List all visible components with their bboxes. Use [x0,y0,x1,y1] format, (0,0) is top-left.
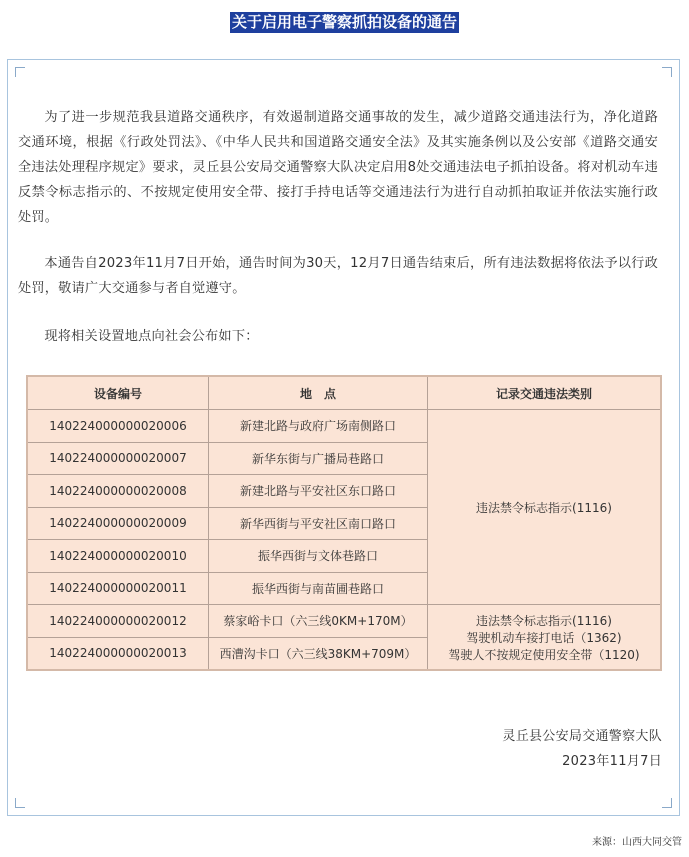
location-cell: 新建北路与政府广场南侧路口 [209,410,428,443]
notice-title [0,12,689,33]
device-id-cell: 140224000000020011 [27,572,209,605]
paragraph-intro: 为了进一步规范我县道路交通秩序，有效遏制道路交通事故的发生，减少道路交通违法行为，净化道路交通环境，根据《行政处罚法》、《中华人民共和国道路交通安全法》及其实施条例以及公安部《道路交通安全违法处理程序规定》要求，灵丘县公安局交通警察大队决定启用8处交通违法电子抓拍设备。将对机动车违反禁令标志指示的、不按规定使用安全带、接打手持电话等交通违法行为进行自动抓拍取证并依法实施行政处罚。 [18,110,658,225]
category-cell-group-2 [428,605,662,671]
device-table [26,375,662,671]
location-cell: 新华西街与平安社区南口路口 [209,507,428,540]
signature-org: 灵丘县公安局交通警察大队 [502,729,662,744]
device-id-cell: 140224000000020006 [27,410,209,443]
device-id-cell: 140224000000020013 [27,637,209,670]
device-id-cell: 140224000000020007 [27,442,209,475]
device-id-cell: 140224000000020008 [27,475,209,508]
table-header-row [27,376,661,410]
location-cell: 蔡家峪卡口（六三线0KM+170M） [209,605,428,638]
paragraph-period: 本通告自2023年11月7日开始，通告时间为30天，12月7日通告结束后，所有违法数据将依法予以行政处罚，敬请广大交通参与者自觉遵守。 [18,256,658,296]
device-id-cell: 140224000000020009 [27,507,209,540]
header-location: 地 点 [209,376,428,410]
location-cell: 西漕沟卡口（六三线38KM+709M） [209,637,428,670]
corner-ornament [662,67,672,77]
location-cell: 振华西街与文体巷路口 [209,540,428,573]
corner-ornament [662,798,672,808]
header-violation-category: 记录交通违法类别 [428,376,662,410]
paragraph-list-intro: 现将相关设置地点向社会公布如下： [44,329,259,344]
signature-date: 2023年11月7日 [562,754,662,769]
device-id-cell: 140224000000020012 [27,605,209,638]
category-line: 驾驶人不按规定使用安全带（1120) [448,647,640,662]
location-cell: 新华东街与广播局巷路口 [209,442,428,475]
source-credit: 来源：山西大同交管 [592,837,682,848]
category-line: 驾驶机动车接打电话（1362) [466,630,622,645]
category-cell-group-1: 违法禁令标志指示(1116) [428,410,662,605]
category-line: 违法禁令标志指示(1116) [476,613,612,628]
device-id-cell: 140224000000020010 [27,540,209,573]
notice-title-text: 关于启用电子警察抓拍设备的通告 [231,13,457,31]
corner-ornament [15,67,25,77]
location-cell: 振华西街与南苗圃巷路口 [209,572,428,605]
corner-ornament [15,798,25,808]
header-device-id: 设备编号 [27,376,209,410]
table-row [27,605,661,638]
table-row [27,410,661,443]
location-cell: 新建北路与平安社区东口路口 [209,475,428,508]
